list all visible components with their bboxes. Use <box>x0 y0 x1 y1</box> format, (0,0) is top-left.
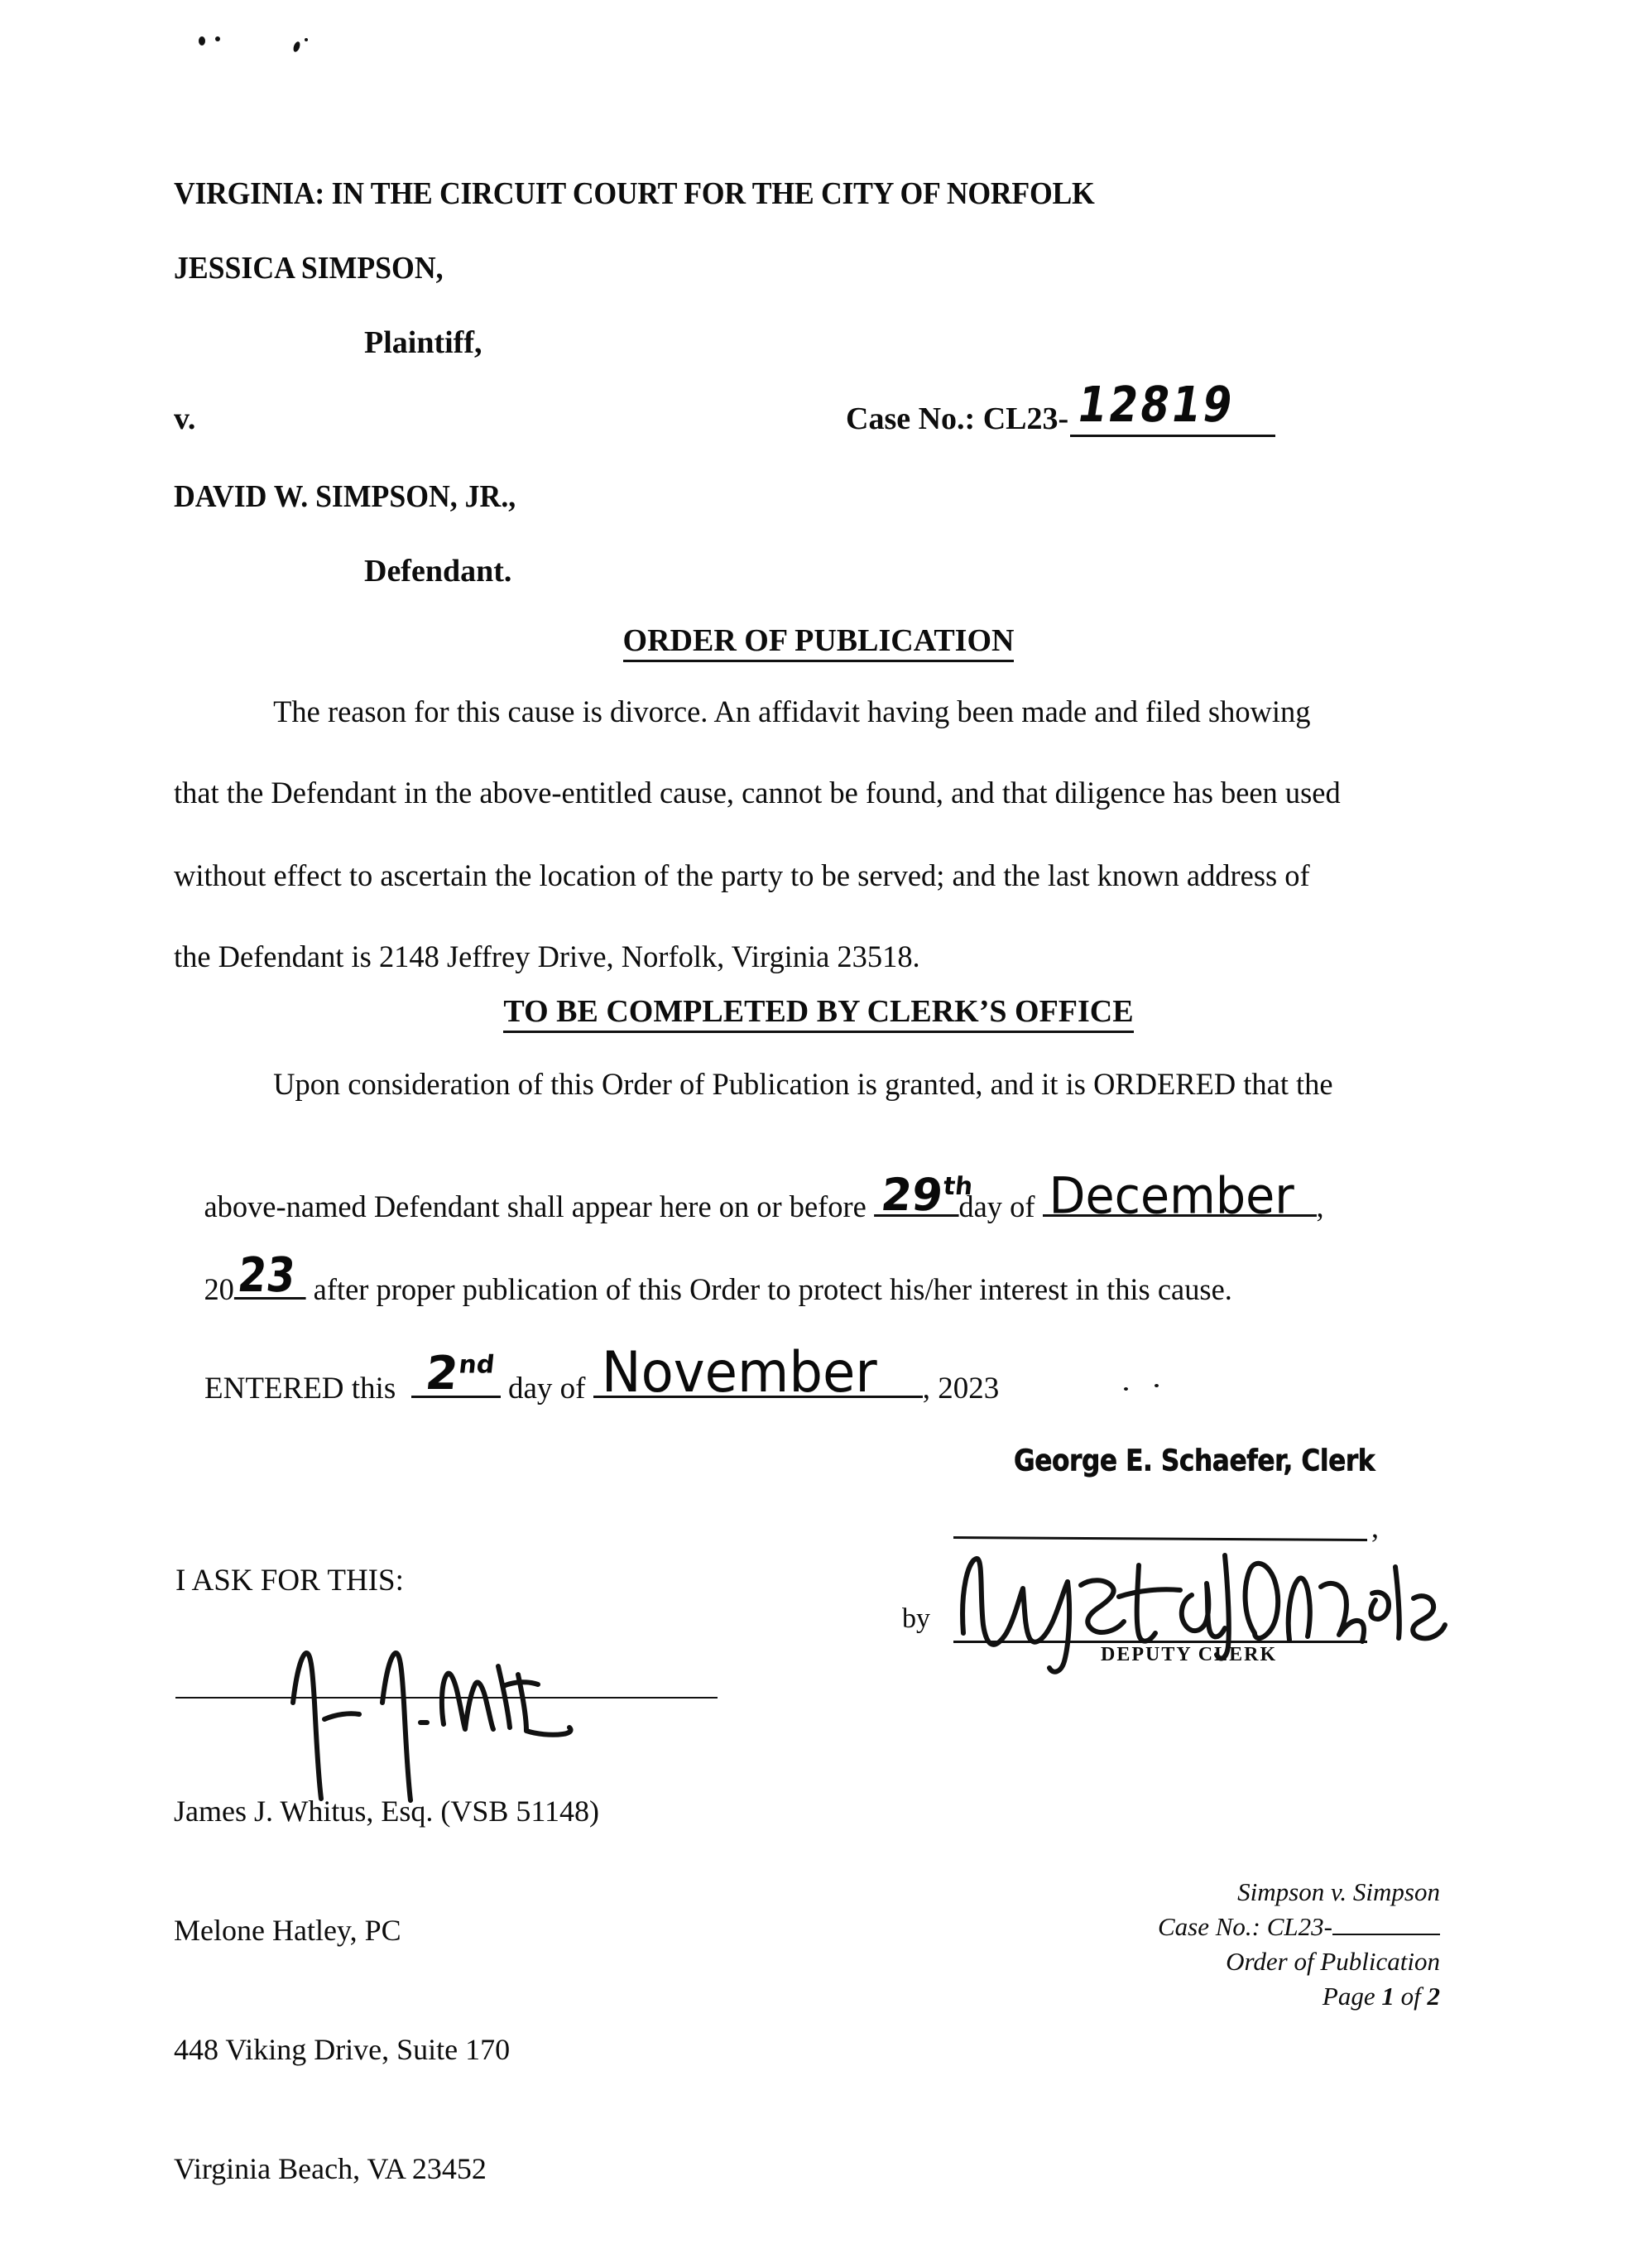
defendant-name: DAVID W. SIMPSON, JR., <box>174 479 516 514</box>
body-line-3: without effect to ascertain the location of the party to be served; and the last known address of <box>174 859 1310 893</box>
body-line-2: that the Defendant in the above-entitled cause, cannot be found, and that diligence has been used <box>174 776 1341 810</box>
attorney-address-line-1: 448 Viking Drive, Suite 170 <box>174 2033 511 2066</box>
scan-speck <box>199 36 205 46</box>
scan-speck <box>215 36 220 41</box>
year-blank[interactable] <box>234 1247 306 1303</box>
case-number-handwriting: 12819 <box>1073 376 1239 433</box>
entered-mid: day of <box>507 1372 586 1405</box>
entered-suffix: , 2023 <box>922 1372 1000 1405</box>
scan-speck <box>305 38 308 41</box>
section-heading-clerk-office: TO BE COMPLETED BY CLERK’S OFFICE <box>0 993 1637 1030</box>
appear-day-blank[interactable] <box>874 1169 974 1221</box>
clerk-line-2-prefix: above-named Defendant shall appear here on or before <box>204 1190 867 1224</box>
clerk-line-3 <box>174 1235 1232 1336</box>
appear-month-blank[interactable] <box>1043 1165 1317 1226</box>
entered-line <box>174 1329 999 1442</box>
scan-speck <box>292 41 301 53</box>
body-line-4: the Defendant is 2148 Jeffrey Drive, Norfolk, Virginia 23518. <box>174 940 920 974</box>
entered-day-blank[interactable] <box>411 1347 501 1401</box>
defendant-role-label: Defendant. <box>364 554 512 589</box>
plaintiff-role-label: Plaintiff, <box>364 325 482 360</box>
case-number-field <box>846 376 1275 437</box>
scan-speck <box>1155 1384 1159 1387</box>
body-line-1: The reason for this cause is divorce. An affidavit having been made and filed showing <box>273 695 1311 729</box>
clerk-signature-comma: , <box>1371 1511 1379 1544</box>
attorney-firm: Melone Hatley, PC <box>174 1914 401 1947</box>
court-heading: VIRGINIA: IN THE CIRCUIT COURT FOR THE CITY OF NORFOLK <box>174 176 1095 211</box>
case-number-label: Case No.: CL23- <box>846 401 1069 436</box>
clerk-line-3-text: after proper publication of this Order to protect his/her interest in this cause. <box>313 1273 1232 1307</box>
section-heading-order: ORDER OF PUBLICATION <box>0 622 1637 659</box>
attorney-signature-line[interactable] <box>175 1697 718 1699</box>
entered-month-blank[interactable] <box>593 1340 923 1405</box>
page-footer <box>977 1875 1440 2014</box>
footer-document-title: Order of Publication <box>1226 1947 1440 1976</box>
appear-day-handwriting: 29th <box>878 1169 974 1221</box>
clerk-name-stamp: George E. Schaefer, Clerk <box>1014 1444 1375 1478</box>
i-ask-for-this-label: I ASK FOR THIS: <box>175 1564 404 1598</box>
deputy-clerk-label: DEPUTY CLERK <box>1101 1644 1278 1665</box>
clerk-line-2-mid: day of <box>958 1190 1035 1224</box>
scan-speck <box>1124 1387 1128 1391</box>
clerk-signature-line[interactable] <box>953 1536 1367 1541</box>
entered-prefix: ENTERED this <box>204 1372 396 1405</box>
attorney-info-block <box>174 1712 599 2268</box>
plaintiff-name: JESSICA SIMPSON, <box>174 251 444 286</box>
versus-label: v. <box>174 401 196 436</box>
case-number-blank[interactable] <box>1070 376 1275 437</box>
clerk-line-1: Upon consideration of this Order of Publication is granted, and it is ORDERED that the <box>273 1068 1333 1102</box>
entered-month-handwriting: November <box>601 1340 877 1405</box>
attorney-name: James J. Whitus, Esq. (VSB 51148) <box>174 1795 600 1828</box>
footer-caption: Simpson v. Simpson <box>1237 1877 1440 1906</box>
year-prefix: 20 <box>204 1273 234 1307</box>
deputy-clerk-signature-line[interactable] <box>953 1641 1367 1643</box>
by-label: by <box>902 1603 930 1634</box>
year-handwriting: 23 <box>235 1247 298 1303</box>
footer-page-number: Page 1 of 2 <box>1322 1982 1440 2011</box>
footer-case-number-blank <box>1332 1912 1440 1935</box>
footer-case-number: Case No.: CL23- <box>977 1910 1440 1944</box>
appear-month-handwriting: December <box>1049 1165 1294 1226</box>
entered-day-handwriting: 2nd <box>422 1347 496 1401</box>
attorney-address-line-2: Virginia Beach, VA 23452 <box>174 2152 487 2185</box>
clerk-line-2-comma: , <box>1316 1190 1324 1224</box>
